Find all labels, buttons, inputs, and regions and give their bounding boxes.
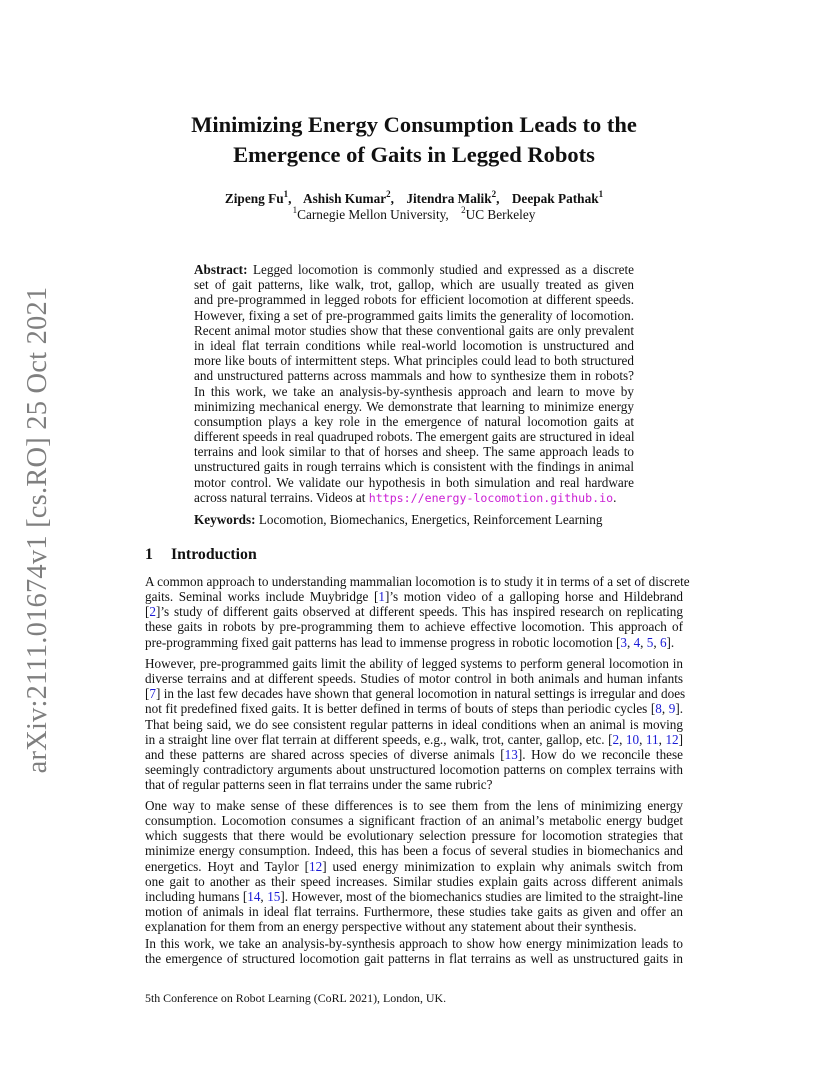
author-affil-mark: 1 <box>598 188 604 199</box>
body-line <box>145 859 683 874</box>
body-text: In this work, we take an analysis-by-synthesis approach to show how energy minimization leads to <box>145 936 683 951</box>
citation-link[interactable]: 13 <box>504 746 518 762</box>
affiliations <box>100 206 728 223</box>
body-paragraph <box>145 936 683 966</box>
abstract-text: across natural terrains. Videos at <box>194 489 369 505</box>
body-text: ]. However, most of the biomechanics studies are limited to the straight-line <box>280 888 684 904</box>
author-name: Zipeng Fu <box>224 191 284 206</box>
citation-link[interactable]: 9 <box>668 701 676 717</box>
author-name: Ashish Kumar <box>303 191 387 206</box>
body-text: motion of animals in ideal flat terrains. Furthermore, these studies take gaits as given and offer an <box>145 903 683 919</box>
affiliation: UC Berkeley <box>465 207 536 222</box>
citation-link[interactable]: 3 <box>620 634 627 650</box>
body-line <box>145 828 683 843</box>
section-title: Introduction <box>171 546 257 563</box>
abstract-text: different speeds in real quadruped robots. The emergent gaits are structured in ideal <box>194 429 635 445</box>
abstract-text: set of gait patterns, like walk, trot, gallop, which are usually treated as given <box>194 277 634 293</box>
body-text: , <box>626 634 634 650</box>
body-line <box>145 656 683 671</box>
abstract-line <box>194 414 634 429</box>
body-text: ]. <box>675 701 684 717</box>
body-text: However, pre-programmed gaits limit the ability of legged systems to perform general locomotion in <box>145 656 683 671</box>
abstract-line <box>194 399 634 414</box>
citation-link[interactable]: 14 <box>247 888 261 904</box>
body-text: explanation for them from an energy perspective without any statement about their synthesis. <box>145 919 637 935</box>
body-text: these gaits in robots by pre-programming them to achieve effective locomotion. This approach of <box>145 619 683 635</box>
abstract-line <box>194 308 634 323</box>
keywords-heading: Keywords: <box>194 512 256 527</box>
abstract-line <box>194 338 634 353</box>
abstract-line <box>194 429 634 444</box>
body-text: consumption. Locomotion consumes a significant fraction of an animal’s metabolic energy budget <box>145 813 683 829</box>
body-line <box>145 843 683 858</box>
body-line <box>145 732 683 747</box>
abstract-text: However, fixing a set of pre-programmed gaits limits the generality of locomotion. <box>194 307 634 323</box>
abstract-line <box>194 292 634 307</box>
abstract-text: and unstructured patterns across mammals and how to synthesize them in robots? <box>194 368 634 384</box>
affil-mark: 1 <box>292 204 298 215</box>
citation-link[interactable]: 15 <box>267 888 281 904</box>
body-text: , <box>640 634 647 650</box>
citation-link[interactable]: 12 <box>309 858 323 874</box>
body-line <box>145 635 683 650</box>
body-text: , <box>661 701 669 717</box>
abstract-text: Recent animal motor studies show that these conventional gaits are only prevalent <box>194 322 634 338</box>
body-text: [ <box>145 686 150 702</box>
paper-title <box>100 110 728 170</box>
body-text: diverse terrains and at different speeds. Studies of motor control in both animals and human infants <box>145 671 683 687</box>
body-text: One way to make sense of these differences is to see them from the lens of minimizing energy <box>145 798 683 813</box>
abstract-line <box>194 384 634 399</box>
citation-link[interactable]: 2 <box>149 604 156 620</box>
body-line <box>145 951 683 966</box>
body-line <box>145 747 683 762</box>
body-text: ]’s study of different gaits observed at different speeds. This has inspired research on replicating <box>156 604 683 620</box>
body-text: , <box>653 634 660 650</box>
abstract-text: Legged locomotion is commonly studied and expressed as a discrete <box>252 262 635 277</box>
body-line <box>145 701 683 716</box>
author-affil-mark: 2 <box>491 188 497 199</box>
author-list: Zipeng Fu$^1$, Ashish Kumar$^2$, Jitendra Malik$^2$, Deepak Pathak$^1$ <box>224 188 604 206</box>
citation-link[interactable]: 7 <box>149 686 156 702</box>
body-line <box>145 574 690 589</box>
citation-link[interactable]: 10 <box>625 731 640 747</box>
body-text: and these patterns are shared across species of diverse animals [ <box>145 746 505 762</box>
body-text: ] in the last few decades have shown that general locomotion in natural settings is irregular and does <box>156 686 686 702</box>
body-text: , <box>619 731 626 747</box>
body-text: not fit predefined fixed gaits. It is better defined in terms of bouts of steps than periodic cycles [ <box>145 701 656 717</box>
body-text: , <box>639 731 646 747</box>
citation-link[interactable]: 1 <box>378 589 385 605</box>
abstract-line <box>194 262 634 277</box>
title-line-2: Emergence of Gaits in Legged Robots <box>233 142 595 167</box>
body-text: energetics. Hoyt and Taylor [ <box>145 858 310 874</box>
body-line <box>145 919 683 934</box>
body-text: including humans [ <box>145 888 248 904</box>
abstract-text: minimizing mechanical energy. We demonstrate that learning to minimize energy <box>194 398 634 414</box>
body-line <box>145 904 683 919</box>
abstract-text: and pre-programmed in legged robots for efficient locomotion at different speeds. <box>194 292 634 308</box>
project-link[interactable]: https://energy-locomotion.github.io <box>368 490 614 505</box>
abstract-text: unstructured gaits in rough terrains which is consistent with the findings in animal <box>194 459 634 475</box>
body-text: ]’s motion video of a galloping horse and Hildebrand <box>384 589 684 605</box>
body-line <box>145 762 683 777</box>
abstract-text: terrains and look similar to that of horses and sheep. The same approach leads to <box>194 444 634 460</box>
body-text: which suggests that there would be evolutionary selection pressure for locomotion strategies that <box>145 828 683 844</box>
citation-link[interactable]: 11 <box>645 731 659 747</box>
arxiv-stamp-text: arXiv:2111.01674v1 [cs.RO] 25 Oct 2021 <box>22 286 53 774</box>
abstract-text: In this work, we take an analysis-by-synthesis approach and learn to move by <box>194 383 634 399</box>
abstract-line <box>194 444 634 459</box>
body-text: seemingly contradictory arguments about unstructured locomotion patterns on complex terrains with <box>145 761 683 777</box>
body-text: A common approach to understanding mammalian locomotion is to study it in terms of a set of discrete <box>145 574 690 589</box>
abstract-text: consumption plays a key role in the emergence of natural locomotion gaits at <box>194 413 634 429</box>
abstract-text: motor control. We validate our hypothesis in both simulation and real hardware <box>194 474 634 490</box>
citation-link[interactable]: 2 <box>612 731 620 747</box>
citation-link[interactable]: 12 <box>665 731 679 747</box>
body-text: [ <box>145 604 150 620</box>
body-line <box>145 813 683 828</box>
body-line <box>145 619 683 634</box>
title-line-1: Minimizing Energy Consumption Leads to the <box>191 112 637 137</box>
abstract-line <box>194 459 634 474</box>
author-affil-mark: 1 <box>283 188 289 199</box>
section-heading <box>145 546 257 564</box>
body-text: That being said, we do see consistent regular patterns in ideal conditions when an animal is moving <box>145 716 683 732</box>
body-text: , <box>658 731 666 747</box>
body-paragraph <box>145 574 690 650</box>
abstract-line <box>194 323 634 338</box>
abstract-line <box>194 368 634 383</box>
abstract-heading: Abstract: <box>194 262 248 277</box>
body-text: , <box>260 888 268 904</box>
abstract <box>194 262 634 505</box>
citation-link[interactable]: 8 <box>655 701 662 717</box>
citation-link[interactable]: 6 <box>659 634 667 650</box>
abstract-text: . <box>613 489 617 505</box>
body-line <box>145 777 683 792</box>
body-text: minimize energy consumption. Indeed, this has been a focus of several studies in biomechanics and <box>145 843 683 859</box>
body-line <box>145 671 683 686</box>
body-text: one gait to another as their speed increases. Similar studies explain gaits across different animals <box>145 873 683 889</box>
abstract-line <box>194 353 634 368</box>
abstract-line <box>194 490 634 505</box>
body-paragraph <box>145 798 683 934</box>
body-line <box>145 686 686 702</box>
body-paragraph <box>145 656 686 793</box>
body-text: ] <box>678 731 684 747</box>
keywords <box>194 512 634 527</box>
author-affil-mark: 2 <box>386 188 391 199</box>
body-line <box>145 889 683 904</box>
body-text: ] used energy minimization to explain why animals switch from <box>322 858 683 874</box>
body-text: gaits. Seminal works include Muybridge [ <box>145 589 379 605</box>
body-line <box>145 798 683 813</box>
body-text: in a straight line over flat terrain at different speeds, e.g., walk, trot, canter, gallop, etc. [ <box>145 731 613 747</box>
affil-mark: 2 <box>461 204 466 215</box>
body-line <box>145 589 683 604</box>
affiliation: Carnegie Mellon University, <box>297 207 449 222</box>
conference-footer: 5th Conference on Robot Learning (CoRL 2021), London, UK. <box>145 991 447 1005</box>
body-line <box>145 874 683 889</box>
abstract-text: more like bouts of intermittent steps. What principles could lead to both structured <box>194 353 634 369</box>
body-text: that of regular patterns seen in flat terrains under the same rubric? <box>145 777 493 793</box>
body-line <box>145 604 683 619</box>
citation-link[interactable]: 5 <box>646 634 654 650</box>
body-line <box>145 936 683 951</box>
author-name: Deepak Pathak <box>511 191 599 206</box>
author-name: Jitendra Malik <box>406 191 492 206</box>
body-text: the emergence of structured locomotion gait patterns in flat terrains as well as unstructured gaits in <box>145 951 683 967</box>
abstract-text: in ideal flat terrain conditions while real-world locomotion is unstructured and <box>194 337 634 353</box>
section-number: 1 <box>145 546 153 563</box>
body-text: pre-programming fixed gait patterns has lead to immense progress in robotic locomotion [ <box>145 634 621 650</box>
citation-link[interactable]: 4 <box>633 634 641 650</box>
body-text: ]. <box>666 634 675 650</box>
body-line <box>145 717 683 732</box>
abstract-line <box>194 475 634 490</box>
body-text: ]. How do we reconcile these <box>517 746 683 762</box>
abstract-line <box>194 277 634 292</box>
keywords-text: Locomotion, Biomechanics, Energetics, Reinforcement Learning <box>258 512 603 527</box>
